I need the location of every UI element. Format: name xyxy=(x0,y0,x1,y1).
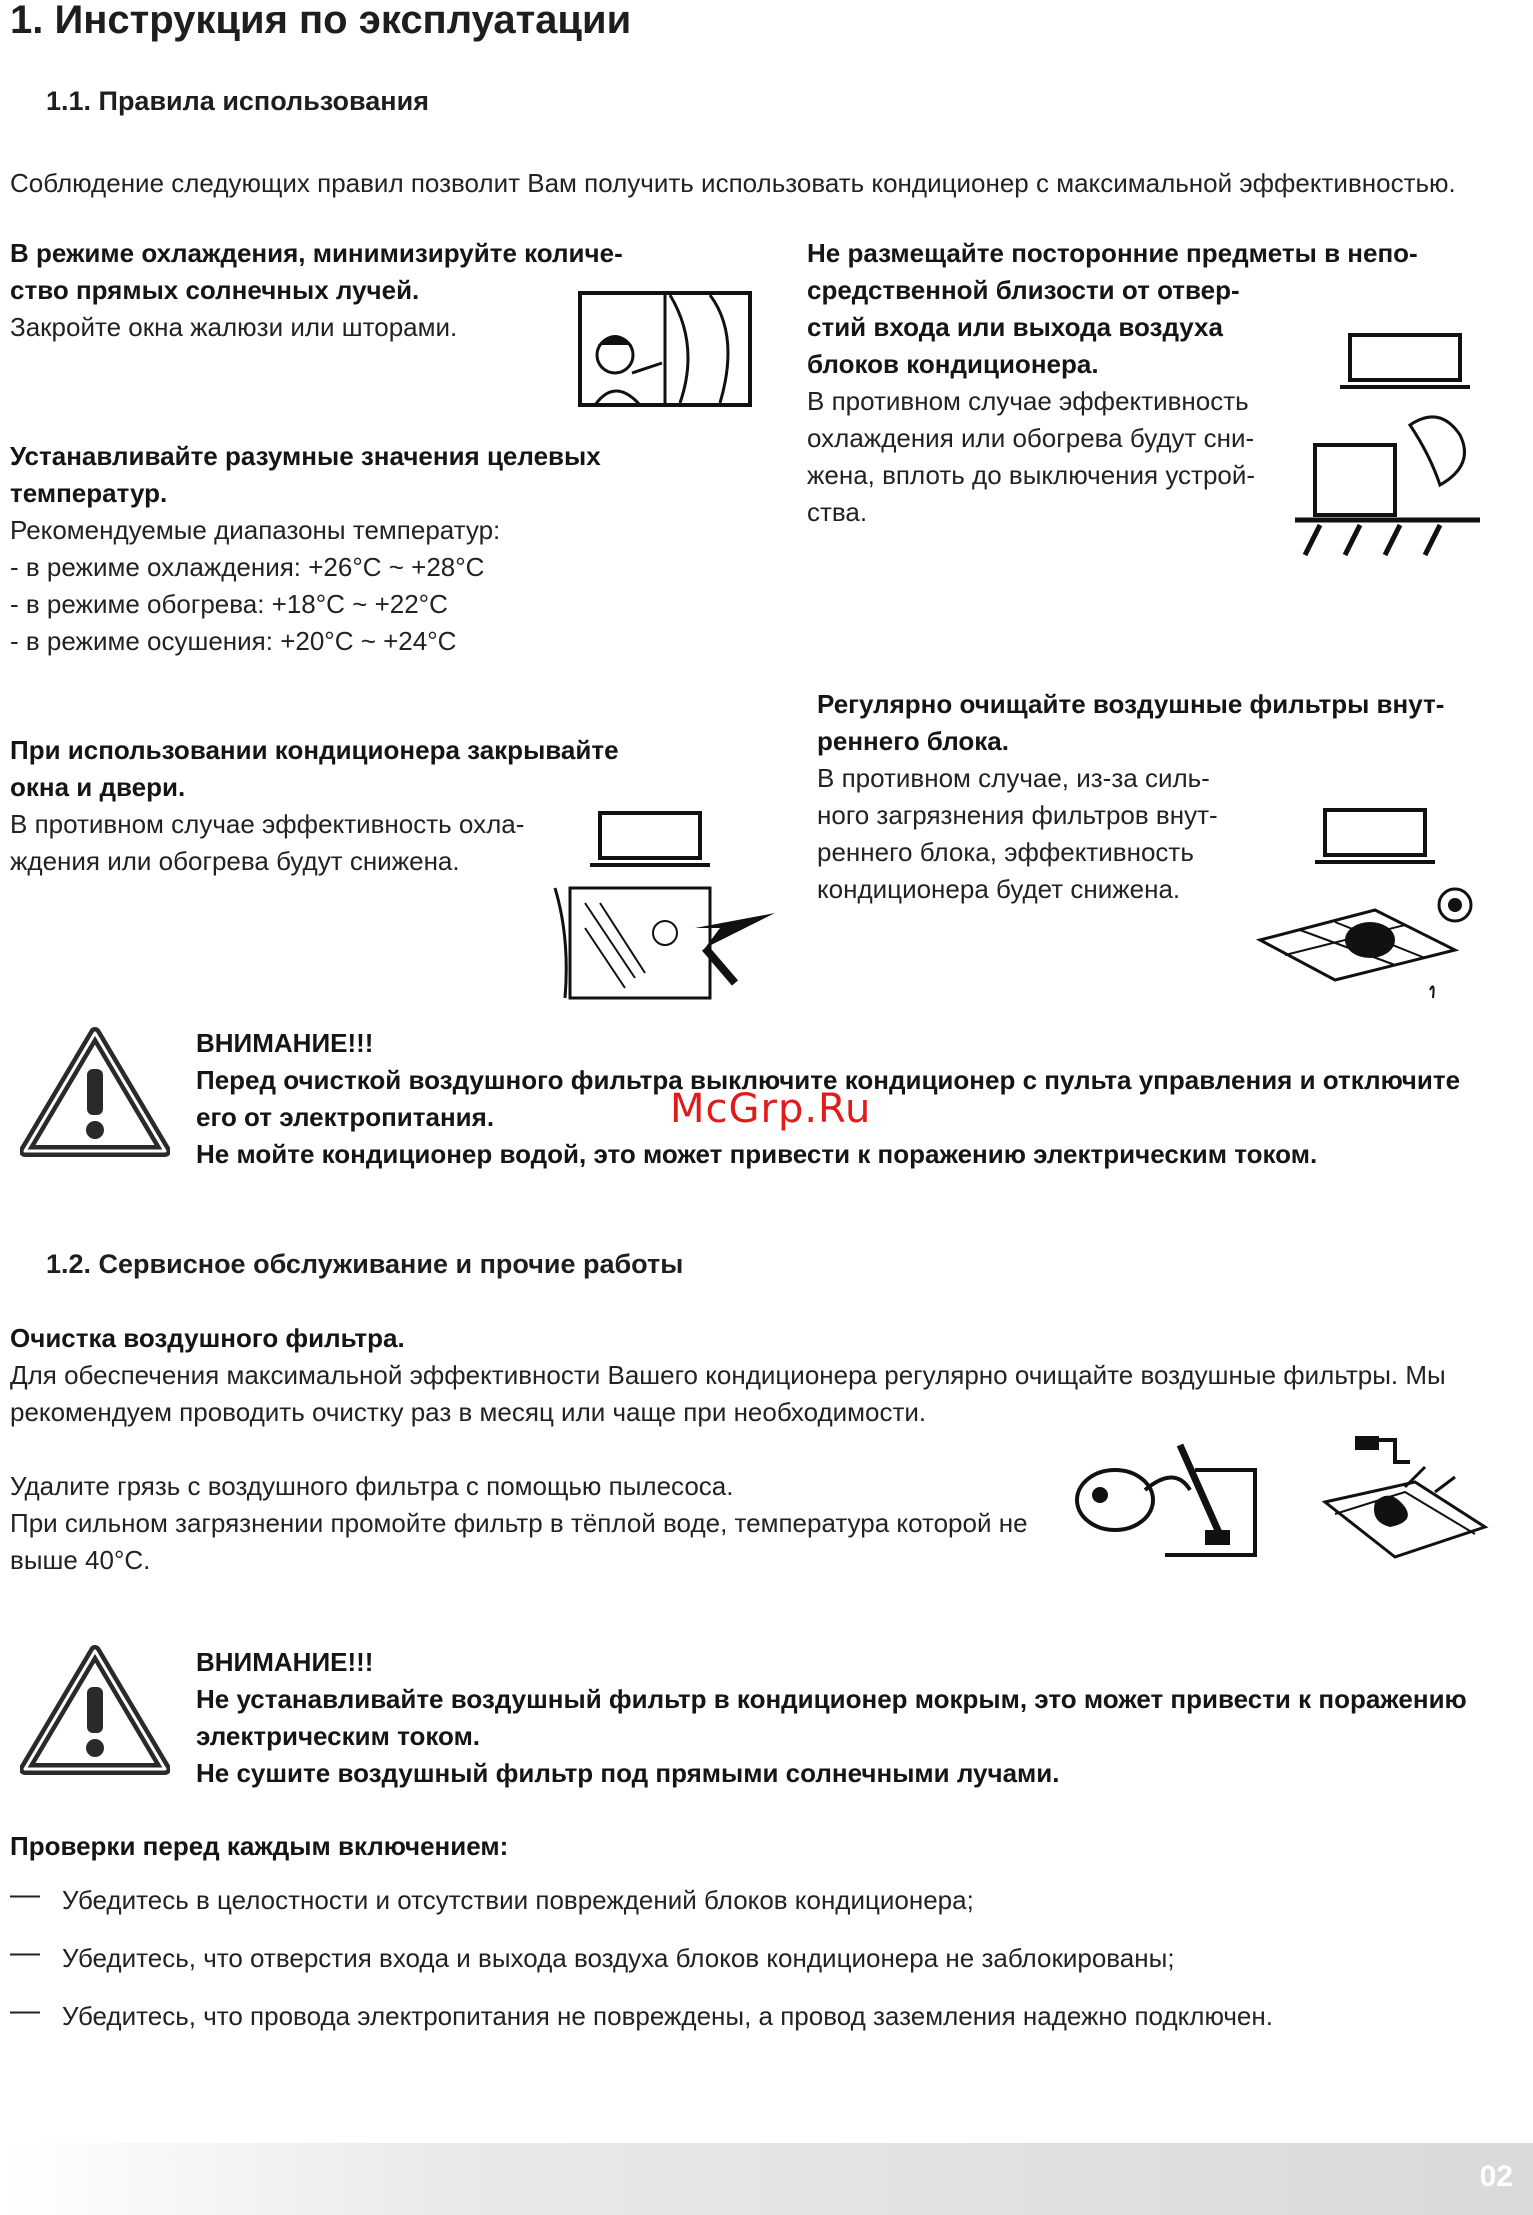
rule-temp-text-line: Рекомендуемые диапазоны температур: xyxy=(10,515,501,545)
rule-sun-bold-line: В режиме охлаждения, минимизируйте количе- xyxy=(10,238,623,268)
rule-objects-text-line: охлаждения или обогрева будут сни- xyxy=(807,423,1255,453)
rule-windows xyxy=(10,732,619,880)
warning-line: Не сушите воздушный фильтр под прямыми солнечными лучами. xyxy=(196,1758,1060,1788)
checks-title: Проверки перед каждым включением: xyxy=(10,1831,509,1861)
warning-2-text xyxy=(196,1644,1467,1792)
vacuum-line: Удалите грязь с воздушного фильтра с помощью пылесоса. xyxy=(10,1471,734,1501)
warning-line: Не устанавливайте воздушный фильтр в кондиционер мокрым, это может привести к поражению xyxy=(196,1684,1467,1714)
vacuum-line: При сильном загрязнении промойте фильтр в тёплой воде, температура которой не xyxy=(10,1508,1028,1538)
rule-sun xyxy=(10,235,623,346)
rule-objects-text-line: В противном случае эффективность xyxy=(807,386,1249,416)
rule-temp-text-line: - в режиме осушения: +20°C ~ +24°C xyxy=(10,626,457,656)
footer-bar xyxy=(0,2143,1533,2215)
rule-objects-bold-line: средственной близости от отвер- xyxy=(807,275,1240,305)
filter-cleaning-line: Для обеспечения максимальной эффективности Вашего кондиционера регулярно очищайте воздушные фильтры. Мы xyxy=(10,1360,1446,1390)
filter-cleaning-line: рекомендуем проводить очистку раз в месяц или чаще при необходимости. xyxy=(10,1397,927,1427)
rule-sun-text-line: Закройте окна жалюзи или шторами. xyxy=(10,312,458,342)
warning-triangle-icon xyxy=(20,1027,170,1157)
rule-temp-bold-line: Устанавливайте разумные значения целевых xyxy=(10,441,601,471)
rule-filters-text-line: В противном случае, из-за силь- xyxy=(817,763,1210,793)
rule-filters-bold-line: Регулярно очищайте воздушные фильтры внут- xyxy=(817,689,1445,719)
rule-windows-text-line: ждения или обогрева будут снижена. xyxy=(10,846,460,876)
warning-line: его от электропитания. xyxy=(196,1102,495,1132)
filter-cleaning xyxy=(10,1320,1446,1431)
rule-temp-text-line: - в режиме охлаждения: +26°C ~ +28°C xyxy=(10,552,485,582)
warning-line: электрическим током. xyxy=(196,1721,481,1751)
rule-objects-bold-line: блоков кондиционера. xyxy=(807,349,1099,379)
rule-filters-text-line: кондиционера будет снижена. xyxy=(817,874,1181,904)
dirty-filter-illustration xyxy=(1255,800,1485,1005)
warning-line: Не мойте кондиционер водой, это может привести к поражению электрическим током. xyxy=(196,1139,1318,1169)
watermark: McGrp.Ru xyxy=(670,1086,872,1132)
rule-objects-text-line: жена, вплоть до выключения устрой- xyxy=(807,460,1256,490)
section-heading-service: 1.2. Сервисное обслуживание и прочие работы xyxy=(46,1249,684,1279)
rule-windows-bold-line: При использовании кондиционера закрывайте xyxy=(10,735,619,765)
vacuum-cleaning-illustration xyxy=(1070,1435,1265,1565)
section-heading-rules: 1.1. Правила использования xyxy=(46,86,429,116)
rule-objects-text-line: ства. xyxy=(807,497,868,527)
rule-objects-bold-line: Не размещайте посторонние предметы в непо- xyxy=(807,238,1418,268)
washing-filter-illustration xyxy=(1315,1432,1495,1567)
list-dash: — xyxy=(10,1878,40,1911)
filter-cleaning-title: Очистка воздушного фильтра. xyxy=(10,1323,405,1353)
rule-windows-text-line: В противном случае эффективность охла- xyxy=(10,809,525,839)
warning-line: ВНИМАНИЕ!!! xyxy=(196,1028,374,1058)
rule-filters-text-line: реннего блока, эффективность xyxy=(817,837,1194,867)
warning-line: Перед очисткой воздушного фильтра выключите кондиционер с пульта управления и отключите xyxy=(196,1065,1461,1095)
check-item: Убедитесь, что отверстия входа и выхода воздуха блоков кондиционера не заблокированы; xyxy=(62,1943,1175,1973)
rule-windows-bold-line: окна и двери. xyxy=(10,772,186,802)
window-blinds-illustration xyxy=(570,285,760,415)
vacuum-line: выше 40°C. xyxy=(10,1545,151,1575)
vacuum-instructions xyxy=(10,1468,1028,1579)
intro-text: Соблюдение следующих правил позволит Вам получить использовать кондиционер с максимальной эффективностью. xyxy=(10,168,1456,198)
rule-temp xyxy=(10,438,601,660)
check-item: Убедитесь в целостности и отсутствии повреждений блоков кондиционера; xyxy=(62,1885,974,1915)
check-item: Убедитесь, что провода электропитания не повреждены, а провод заземления надежно подключен. xyxy=(62,2001,1273,2031)
warning-triangle-icon xyxy=(20,1645,170,1775)
page-number: 02 xyxy=(1479,2160,1513,2193)
warning-line: ВНИМАНИЕ!!! xyxy=(196,1647,374,1677)
list-dash: — xyxy=(10,1936,40,1969)
rule-sun-bold-line: ство прямых солнечных лучей. xyxy=(10,275,420,305)
rule-objects-bold-line: стий входа или выхода воздуха xyxy=(807,312,1223,342)
rule-temp-text-line: - в режиме обогрева: +18°C ~ +22°C xyxy=(10,589,448,619)
ac-unit-obstructed-illustration xyxy=(1290,325,1490,565)
rule-filters-bold-line: реннего блока. xyxy=(817,726,1009,756)
rule-temp-bold-line: температур. xyxy=(10,478,168,508)
list-dash: — xyxy=(10,1994,40,2027)
closed-window-illustration xyxy=(545,808,780,1008)
rule-filters-text-line: ного загрязнения фильтров внут- xyxy=(817,800,1218,830)
page-title: 1. Инструкция по эксплуатации xyxy=(10,0,632,42)
